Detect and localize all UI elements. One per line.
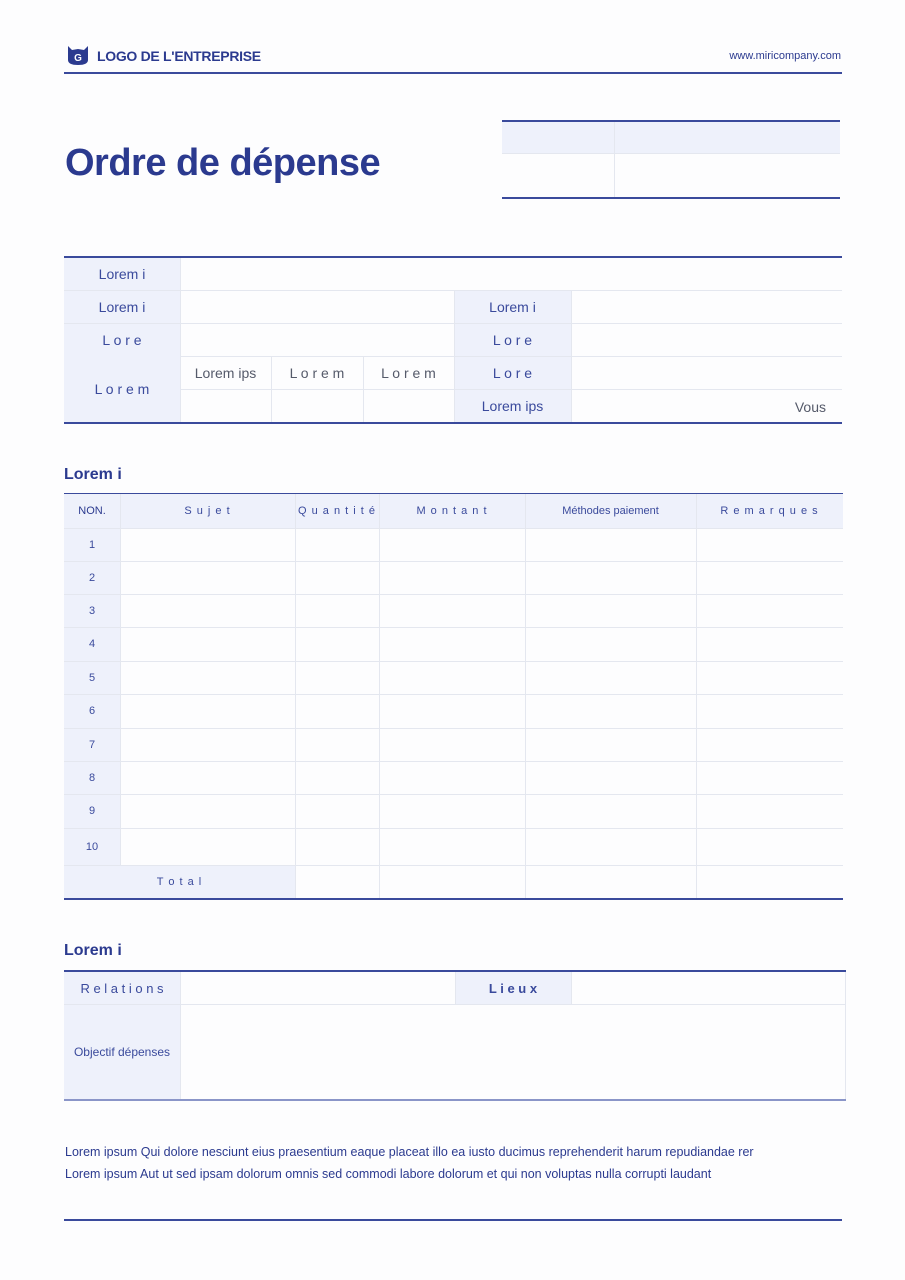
info-row2-label: Lorem i (98, 298, 146, 315)
company-logo (66, 44, 90, 66)
info-row4-right-label: L o r e (492, 364, 533, 381)
footer-rule (64, 1219, 842, 1221)
col-header-no: NON. (78, 505, 106, 517)
col-header-remarques: R e m a r q u e s (720, 505, 819, 517)
row-number: 9 (88, 805, 96, 817)
row-number: 10 (85, 840, 99, 853)
info-row4-label: L o r e m (94, 381, 150, 397)
row-number: 4 (88, 638, 96, 650)
row-number: 8 (88, 771, 96, 784)
expenses-table (64, 493, 843, 901)
doc-ref-box (502, 120, 840, 199)
info-row4-sub2: L o r e m (289, 364, 345, 381)
page-title: Ordre de dépense (65, 142, 381, 184)
lieux-label: L i e u x (488, 980, 538, 996)
svg-text:G: G (74, 53, 82, 64)
col-header-methodes: Méthodes paiement (562, 505, 659, 517)
row-number: 1 (88, 538, 96, 551)
col-header-sujet: S u j e t (184, 505, 231, 517)
header-rule (64, 72, 842, 74)
col-header-montant: M o n t a n t (416, 505, 488, 517)
total-label: T o t a l (156, 875, 203, 888)
purpose-section-title: Lorem i (64, 942, 122, 959)
info-row2-right-label: Lorem i (489, 298, 536, 315)
info-row4-sub1: Lorem ips (194, 364, 257, 381)
col-header-quantite: Q u a n t i t é (298, 505, 376, 517)
logo-icon (66, 44, 90, 66)
info-row5-right-label: Lorem ips (481, 397, 544, 414)
info-row3-right-label: L o r e (492, 331, 533, 348)
row-number: 2 (88, 571, 96, 584)
website-link[interactable]: www.miricompany.com (729, 50, 841, 62)
expenses-section-title: Lorem i (64, 466, 122, 483)
row-number: 6 (88, 705, 96, 717)
row-number: 3 (88, 604, 96, 617)
info-row4-sub3: L o r e m (381, 364, 436, 381)
row-number: 5 (88, 671, 96, 684)
row-number: 7 (88, 738, 96, 751)
info-table (64, 256, 842, 424)
footer-text-line1: Lorem ipsum Qui dolore nesciunt eius praesentium eaque placeat illo ea iusto ducimus reprehenderit harum repudiandae rer (65, 1145, 754, 1159)
logo-text: LOGO DE L'ENTREPRISE (97, 48, 261, 64)
relations-label: R e l a t i o n s (80, 980, 164, 996)
info-row5-value[interactable]: Vous (794, 399, 826, 415)
footer-text-line2: Lorem ipsum Aut ut sed ipsam dolorum omnis sed commodi labore dolorum et qui non voluptas nulla corrupti laudant (65, 1167, 712, 1181)
purpose-table (64, 970, 846, 1101)
info-row1-label: Lorem i (98, 266, 146, 282)
objectif-label: Objectif dépenses (73, 1044, 171, 1059)
info-row3-label: L o r e (102, 331, 142, 348)
